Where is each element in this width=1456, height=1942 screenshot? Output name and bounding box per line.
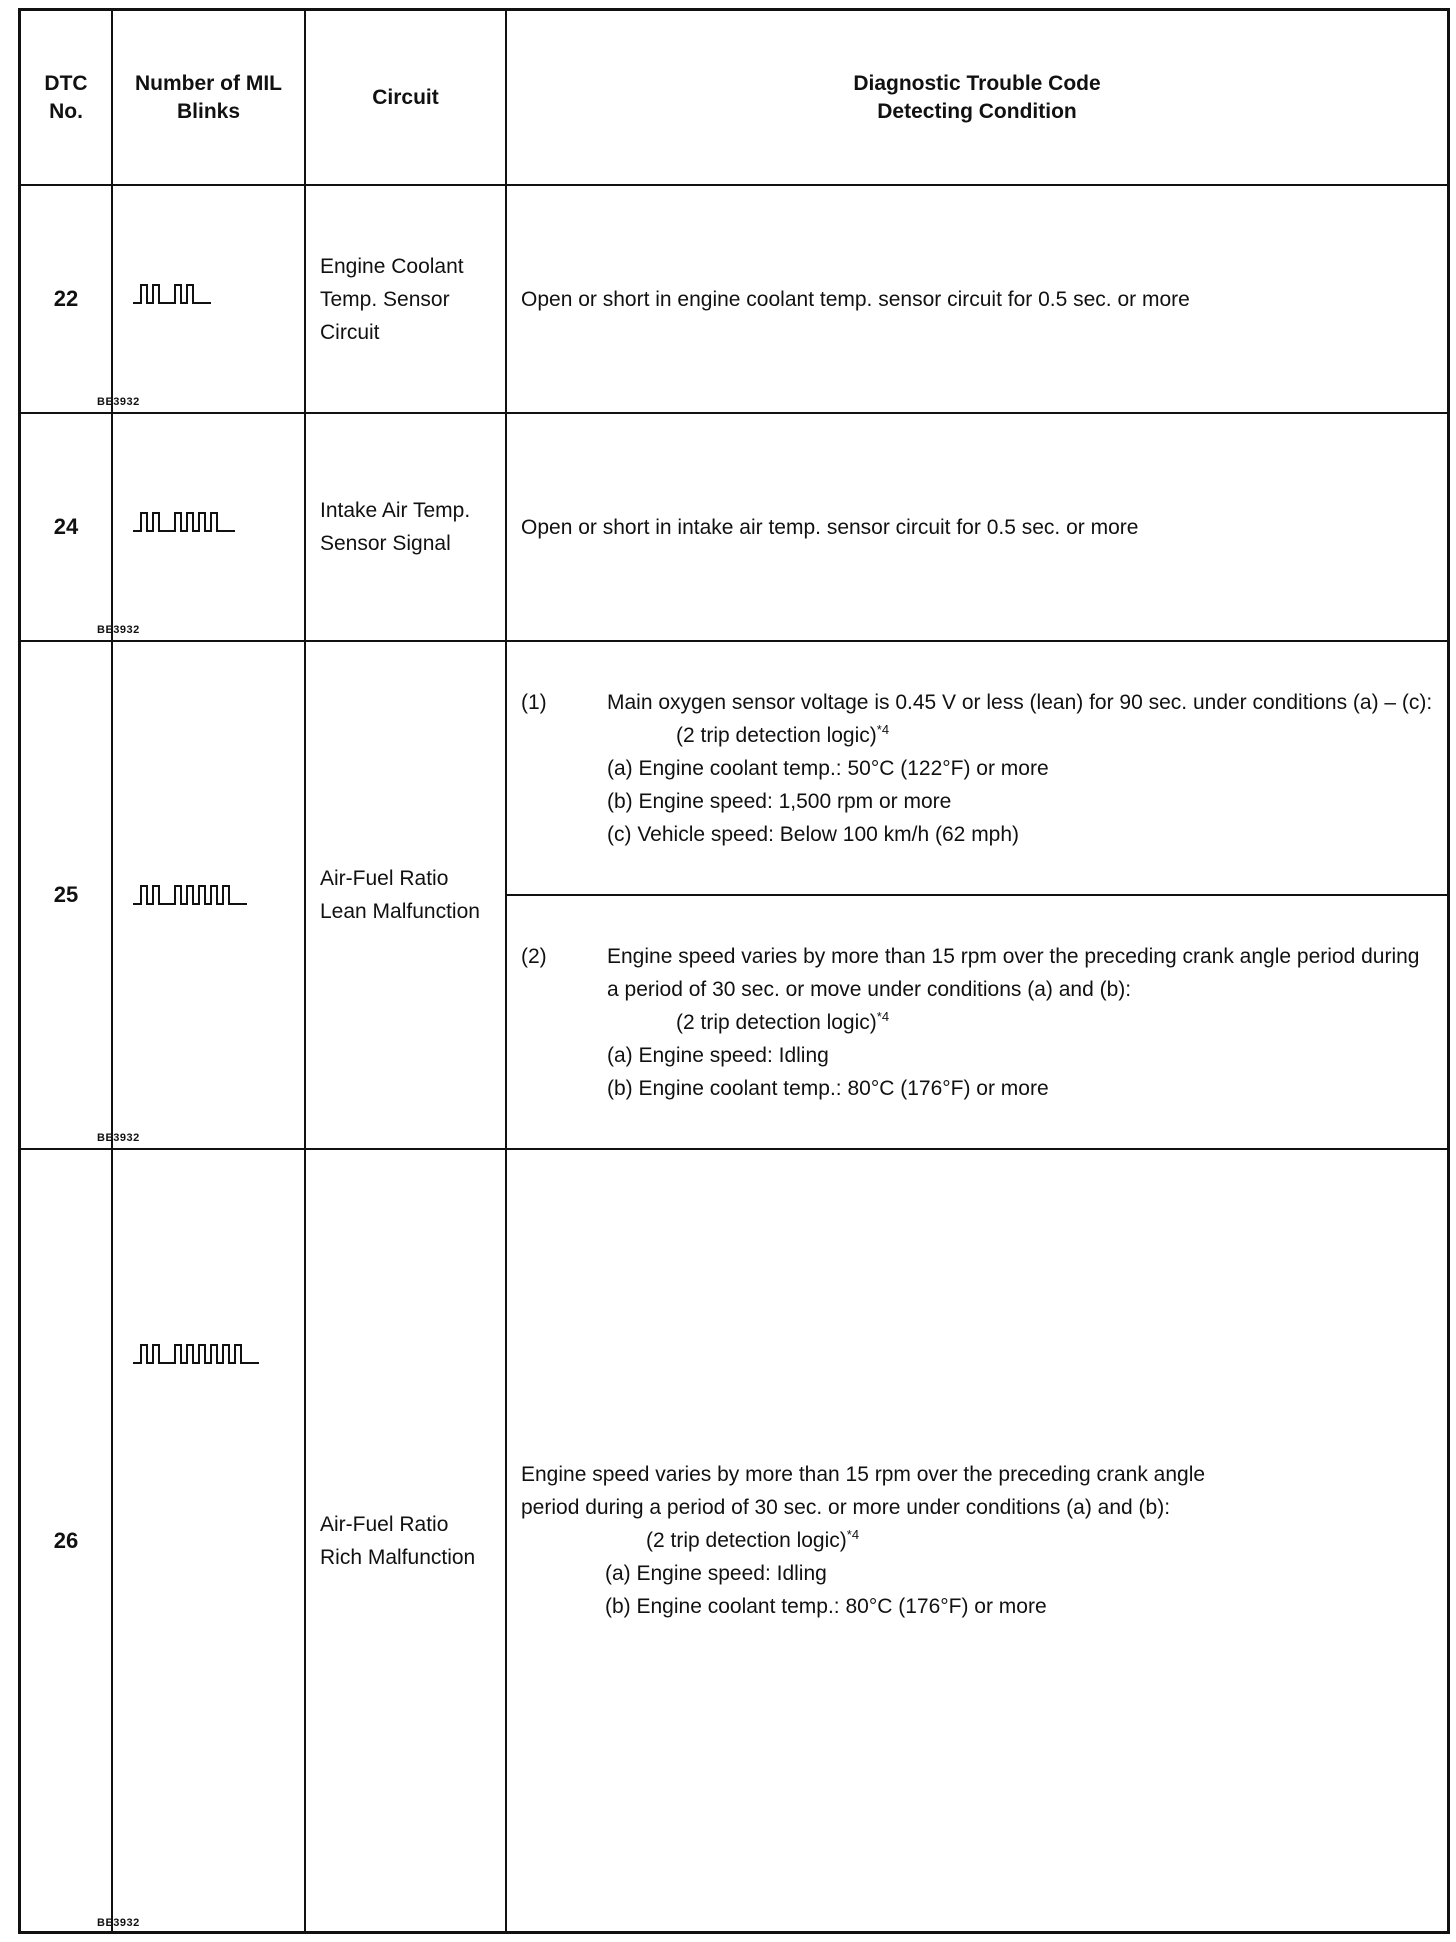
condition-item: (b) Engine coolant temp.: 80°C (176°F) or more [607,1076,1049,1100]
circuit-name: Air-Fuel Ratio Lean Malfunction [320,867,480,923]
header-condition: Diagnostic Trouble Code Detecting Condition [853,71,1101,123]
figure-code: BE3932 [97,396,140,408]
header-mil-blinks: Number of MIL Blinks [135,71,282,123]
dtc-number: 25 [53,882,79,907]
dtc-number: 24 [53,514,79,539]
mil-blink-waveform [133,1339,303,1369]
condition-item: (b) Engine speed: 1,500 rpm or more [607,789,952,813]
condition-item: (a) Engine coolant temp.: 50°C (122°F) or more [607,756,1049,780]
condition-number: (1) [521,690,547,714]
blink-pulse-line [133,513,235,531]
dtc-number: 26 [53,1527,79,1553]
detecting-condition: Engine speed varies by more than 15 rpm over the preceding crank angle period during a period of 30 sec. or more under conditions (a) and (b): (2 trip detection logic)$^{*4}$ (a) Engine speed: Idling (b) Engine coolant temp.: 80°C (176°F) or more [507,1150,1447,1931]
mil-blink-waveform [133,880,293,910]
dtc-number: 22 [53,286,79,311]
detecting-condition-2: (2) Engine speed varies by more than 15 rpm over the preceding crank angle period during a period of 30 sec. or move under conditions (a) and (b): (2 trip detection logic)$^{*4}$ (a) Engine speed: Idling (b) Engine coolant temp.: 80°C (176°F) or more [507,896,1447,1148]
condition-item: (a) Engine speed: Idling [607,1043,829,1067]
condition-item: (b) Engine coolant temp.: 80°C (176°F) or more [605,1595,1047,1618]
figure-code: BE3932 [97,1132,140,1144]
condition-item: (c) Vehicle speed: Below 100 km/h (62 mph) [607,822,1020,846]
header-dtc-no: DTC No. [44,71,88,123]
mil-blink-waveform [133,507,293,537]
blink-pulse-line [133,1345,259,1363]
header-circuit: Circuit [372,85,439,109]
blink-pulse-line [133,886,247,904]
circuit-name: Air-Fuel Ratio Rich Malfunction [320,1512,476,1569]
condition-item: (a) Engine speed: Idling [605,1562,827,1585]
detecting-condition-1: (1) Main oxygen sensor voltage is 0.45 V or less (lean) for 90 sec. under conditions (a) – (c): (2 trip detection logic)$^{*4}$ (a) Engine coolant temp.: 50°C (122°F) or more (b) Engine speed: 1,500 rpm or more (c) Vehicle speed: Below 100 km/h (62 mph) [507,642,1447,894]
column-divider [111,11,113,1931]
dtc-table [18,8,1450,1934]
condition-number: (2) [521,944,547,968]
detecting-condition: Open or short in engine coolant temp. sensor circuit for 0.5 sec. or more [521,287,1190,311]
figure-code: BE3932 [97,1917,140,1929]
circuit-name: Engine Coolant Temp. Sensor Circuit [320,254,464,344]
circuit-name: Intake Air Temp. Sensor Signal [320,499,471,555]
mil-blink-waveform [133,279,293,309]
detecting-condition: Open or short in intake air temp. sensor circuit for 0.5 sec. or more [521,515,1139,539]
figure-code: BE3932 [97,624,140,636]
blink-pulse-line [133,285,211,303]
